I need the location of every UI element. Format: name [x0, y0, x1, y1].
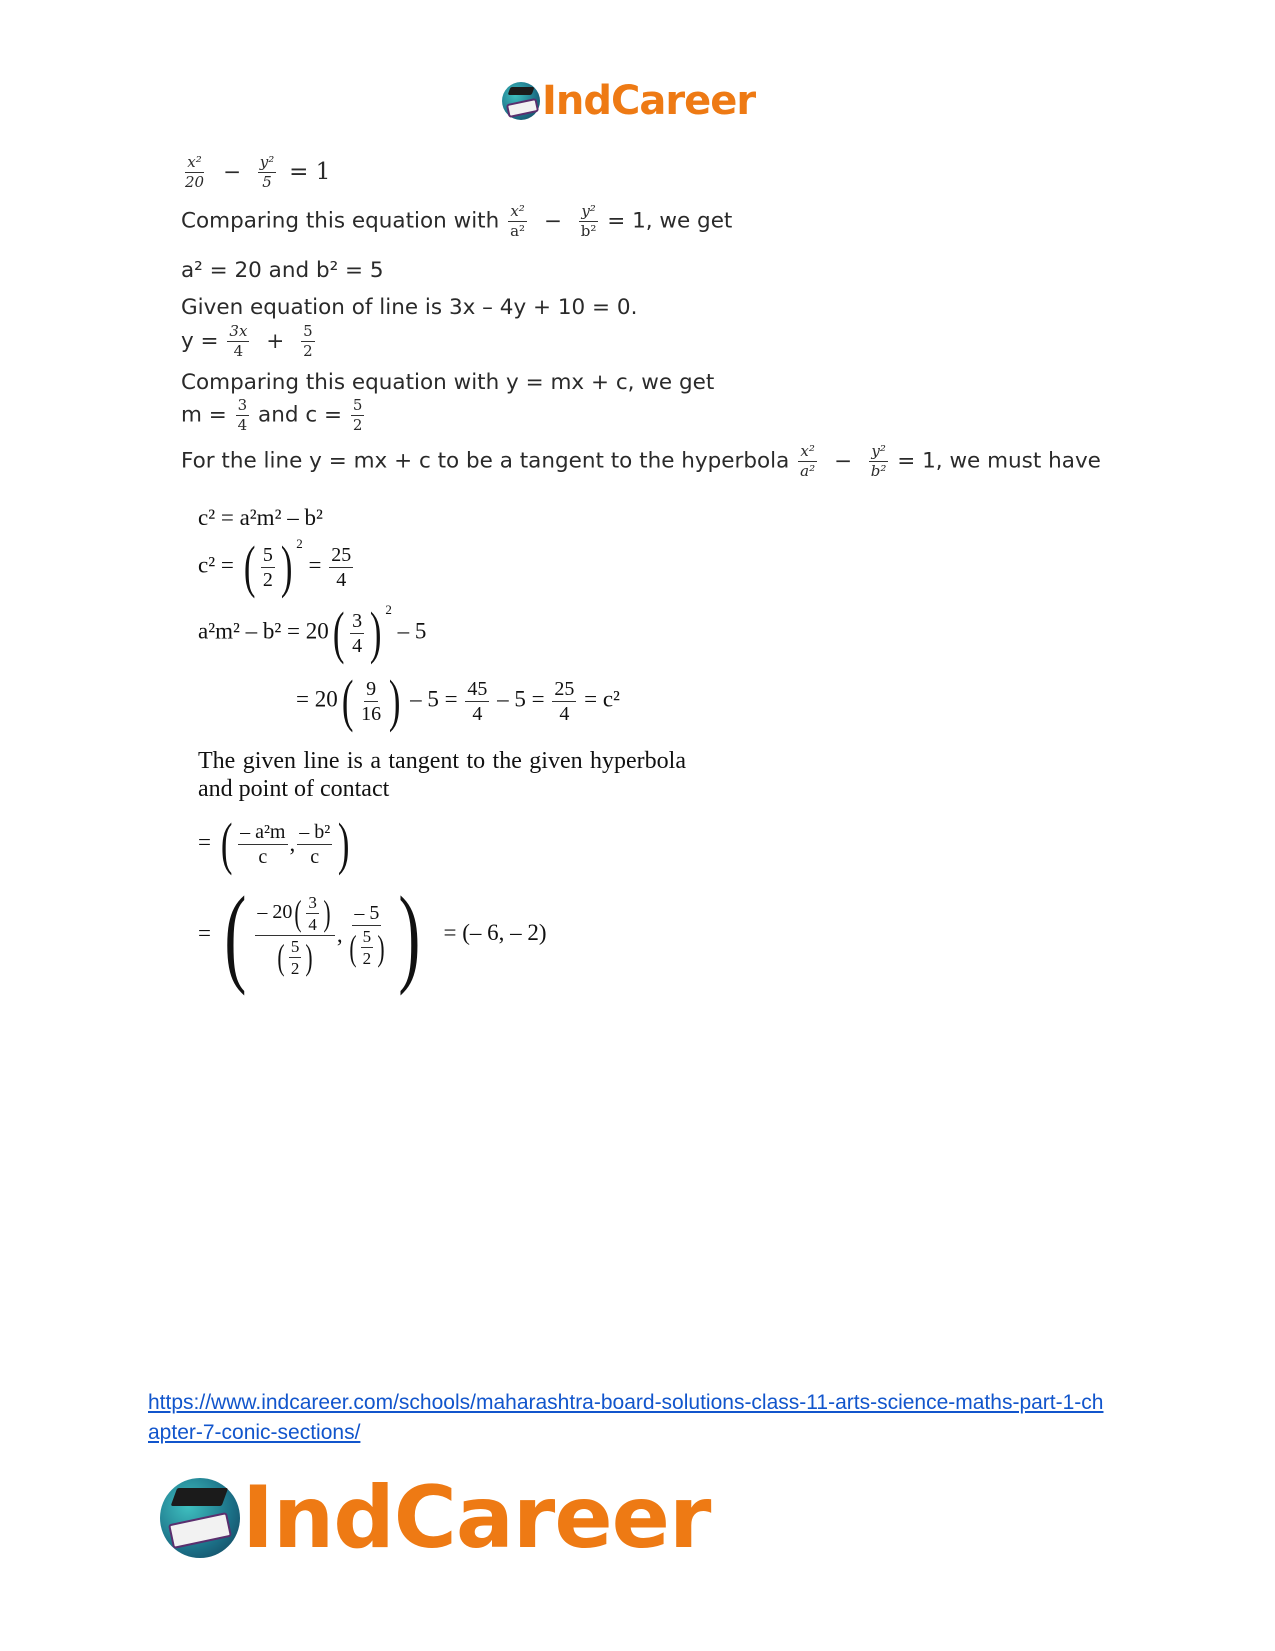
a2m2-b2-evaluation: = 20 ( $\frac{9}{16}$ ) – 5 = $\frac{45}{4}$ – 5 = $\frac{25}{4}$ = c²: [296, 668, 620, 733]
graduation-cap-book-icon: [160, 1478, 240, 1558]
logo-top: [502, 78, 755, 124]
point-of-contact-formula: = ( $\frac{\text{– a²m}}{c}$ , $\frac{\text{– b²}}{c}$ ): [198, 811, 350, 876]
logo-text: IndCareer: [242, 1468, 711, 1568]
point-of-contact-paragraph: The given line is a tangent to the given hyperbola and point of contact: [198, 748, 686, 802]
source-url-link[interactable]: https://www.indcareer.com/schools/maharashtra-board-solutions-class-11-arts-science-maths-part-1-chapter-7-conic-sections/: [148, 1391, 1104, 1444]
compare-line-1: Comparing this equation with $\frac{\text{x²}}{\text{a²}}$ − $\frac{\text{y²}}{\text{b²}}$ = 1, we get: [181, 202, 733, 240]
hyperbola-equation: $\frac{\text{x²}}{20}$ − $\frac{\text{y²}}{5}$ = 1: [185, 153, 331, 191]
y-equation: y = $\frac{3x}{4}$ + $\frac{5}{2}$: [181, 322, 313, 360]
a2m2-b2-line: a²m² – b² = 20 ( $\frac{3}{4}$ ) $^2$ – 5: [198, 600, 427, 665]
tangent-condition: For the line y = mx + c to be a tangent to the hyperbola $\frac{\text{x²}}{\text{a²}}$ − $\frac{\text{y²}}{\text{b²}}$ = 1, we must have: [181, 442, 1101, 480]
c2-value: c² = ( $\frac{5}{2}$ ) $^2$ = $\frac{25}{4}$: [198, 534, 352, 599]
logo-text: IndCareer: [542, 78, 756, 124]
compare-line-2: Comparing this equation with y = mx + c, we get: [181, 370, 715, 395]
graduation-cap-book-icon: [502, 82, 540, 120]
m-c-values: m = $\frac{3}{4}$ and c = $\frac{5}{2}$: [181, 396, 363, 434]
given-line-equation: Given equation of line is 3x – 4y + 10 = 0.: [181, 295, 638, 320]
point-of-contact-result: = ( – 20 ( $\frac{3}{4}$ ) ( $\frac{5}{2}$ ) , – 5 ( $\frac{5}{2}$ ) ) = (– 6, – 2): [198, 874, 547, 996]
logo-bottom: [160, 1468, 710, 1568]
c2-formula: c² = a²m² – b²: [198, 505, 323, 530]
a2-b2-values: a² = 20 and b² = 5: [181, 258, 384, 283]
